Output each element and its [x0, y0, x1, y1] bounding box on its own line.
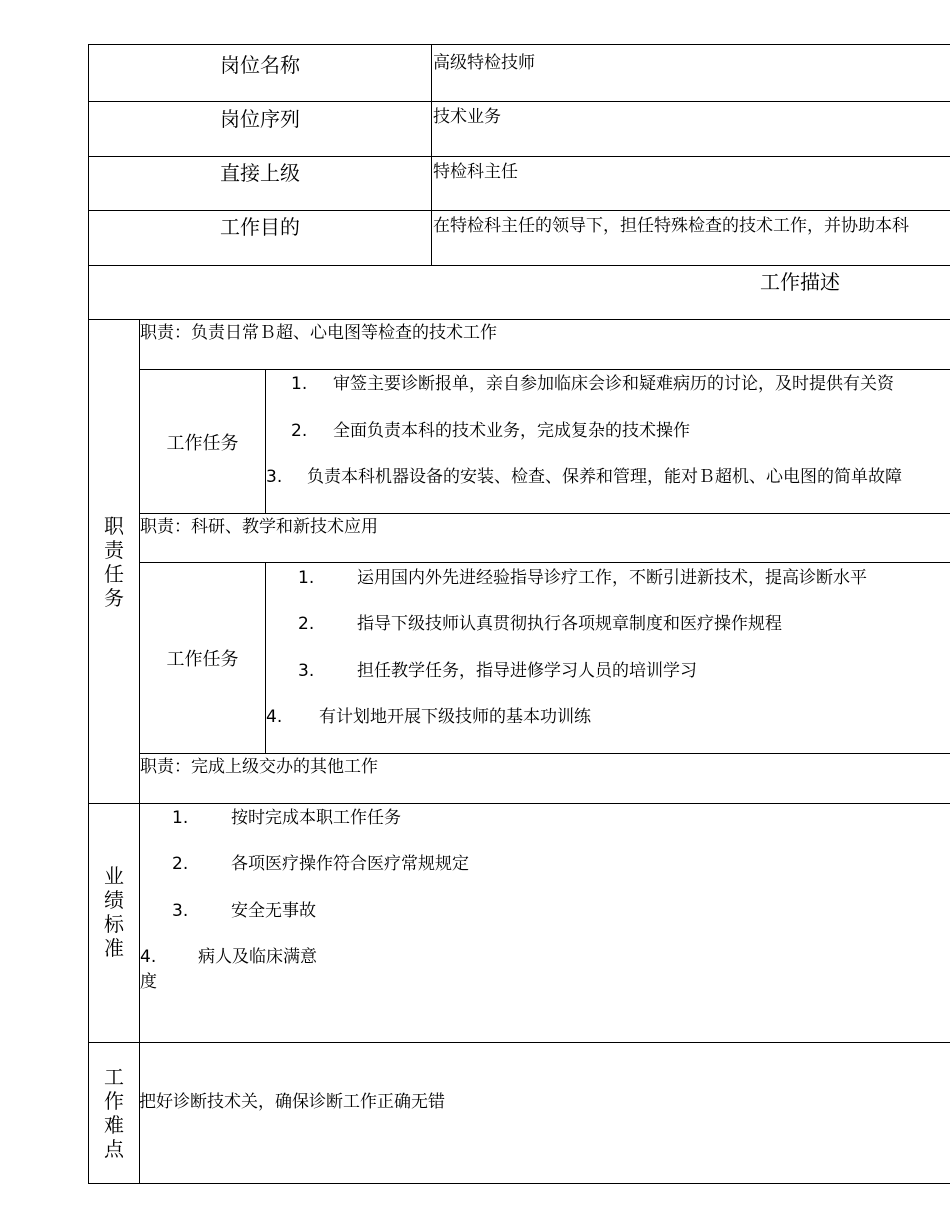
performance-label-text: 业绩标准: [104, 864, 124, 960]
performance-item1-num: 1.: [172, 808, 189, 828]
difficulty-label: [88, 1042, 140, 1184]
label-position-name: 岗位名称: [220, 53, 300, 77]
responsibility-label: [88, 319, 140, 804]
duty2-task3-text: 担任教学任务，指导进修学习人员的培训学习: [357, 661, 697, 681]
duty2-task4-num: 4.: [266, 707, 283, 727]
value-direct-superior: 特检科主任: [433, 162, 518, 182]
duty1-task1-num: 1.: [291, 374, 308, 394]
difficulty-text: 把好诊断技术关，确保诊断工作正确无错: [139, 1092, 445, 1112]
duty2-task2-text: 指导下级技师认真贯彻执行各项规章制度和医疗操作规程: [357, 614, 782, 634]
responsibility-label-text: 职责任务: [104, 513, 124, 610]
performance-item3-text: 安全无事故: [231, 901, 316, 921]
divider: [265, 369, 266, 513]
duty2-task-label: 工作任务: [166, 649, 239, 670]
duty1-task3-num: 3.: [266, 467, 283, 487]
duty2-task2-num: 2.: [298, 614, 315, 634]
duty1-title: 职责：负责日常Ｂ超、心电图等检查的技术工作: [140, 323, 497, 343]
label-position-sequence: 岗位序列: [220, 107, 300, 131]
performance-item4-text: 病人及临床满意: [198, 947, 317, 967]
section-title: 工作描述: [760, 270, 840, 294]
performance-item2-num: 2.: [172, 854, 189, 874]
value-position-sequence: 技术业务: [433, 107, 501, 127]
label-direct-superior: 直接上级: [220, 161, 300, 185]
value-position-name: 高级特检技师: [433, 53, 535, 73]
performance-item3-num: 3.: [172, 901, 189, 921]
performance-item2-text: 各项医疗操作符合医疗常规规定: [231, 854, 469, 874]
label-work-purpose: 工作目的: [220, 215, 300, 239]
duty3-title: 职责：完成上级交办的其他工作: [140, 757, 378, 777]
duty2-task3-num: 3.: [298, 661, 315, 681]
performance-item1-text: 按时完成本职工作任务: [231, 808, 401, 828]
duty2-task4-text: 有计划地开展下级技师的基本功训练: [319, 707, 591, 727]
duty1-task2-text: 全面负责本科的技术业务，完成复杂的技术操作: [333, 421, 690, 441]
duty1-task3-text: 负责本科机器设备的安装、检查、保养和管理，能对Ｂ超机、心电图的简单故障: [307, 467, 902, 487]
duty1-task-label: 工作任务: [166, 432, 239, 454]
difficulty-label-text: 工作难点: [104, 1065, 124, 1161]
performance-item4-wrap: 度: [140, 972, 157, 992]
performance-block: [88, 803, 950, 1043]
duty2-task1-text: 运用国内外先进经验指导诊疗工作，不断引进新技术，提高诊断水平: [357, 568, 867, 588]
performance-label: [88, 803, 140, 1021]
difficulty-block: [88, 1042, 950, 1184]
duty1-task2-num: 2.: [291, 421, 308, 441]
duty1-task1-text: 审签主要诊断报单，亲自参加临床会诊和疑难病历的讨论，及时提供有关资: [333, 374, 894, 394]
value-work-purpose: 在特检科主任的领导下，担任特殊检查的技术工作，并协助本科: [433, 216, 909, 236]
duty2-task1-num: 1.: [298, 568, 315, 588]
duty2-title: 职责：科研、教学和新技术应用: [140, 517, 378, 537]
performance-item4-num: 4.: [140, 947, 157, 967]
